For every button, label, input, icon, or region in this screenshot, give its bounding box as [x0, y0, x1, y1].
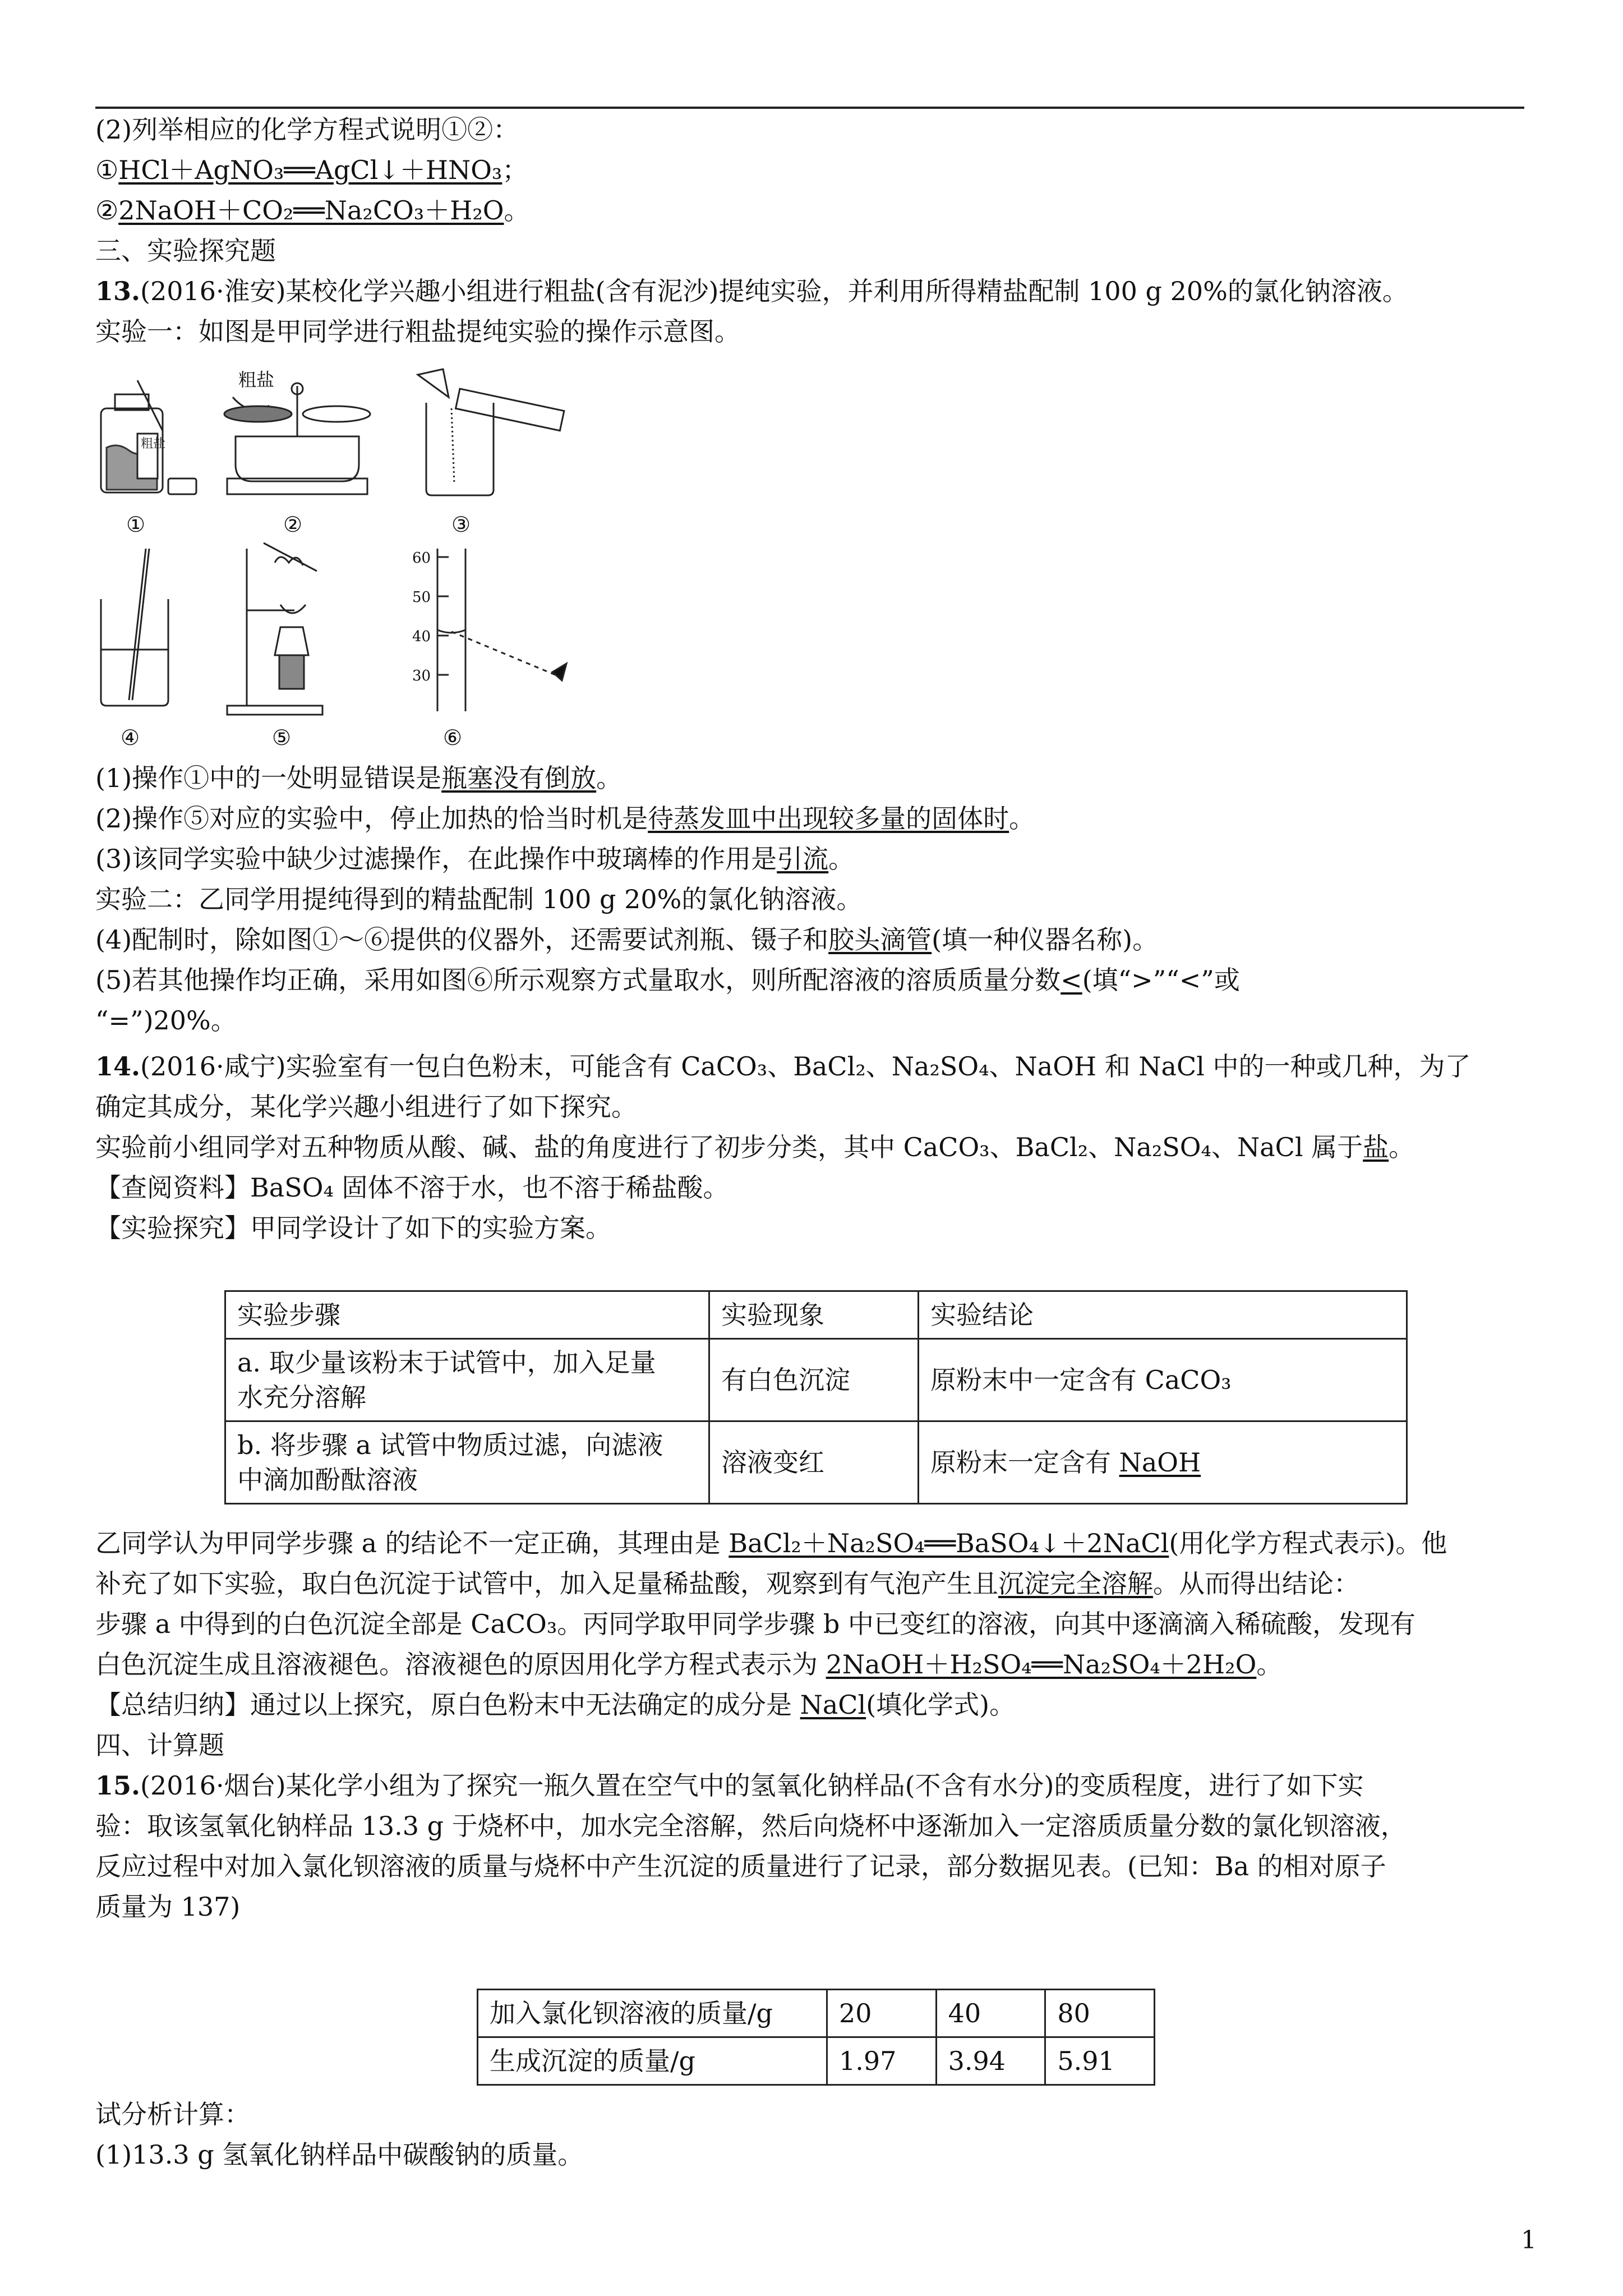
q14-para1-l1 — [95, 1526, 1447, 1561]
q13-p4-end: (填一种仪器名称)。 — [932, 924, 1159, 955]
evaporation-stand-icon — [227, 543, 322, 750]
q13-p4-text: (4)配制时，除如图①～⑥提供的仪器外，还需要试剂瓶、镊子和 — [95, 924, 829, 955]
q13-p2-end: 。 — [1009, 803, 1035, 834]
q13-p4 — [95, 922, 1158, 957]
para1-l4-b: 。 — [1256, 1649, 1283, 1680]
page-number: 1 — [1521, 2226, 1537, 2254]
table-row — [478, 1990, 1155, 2037]
q13-exp2: 实验二：乙同学用提纯得到的精盐配制 100 g 20%的氯化钠溶液。 — [95, 884, 863, 914]
step-b-l2: 中滴加酚酞溶液 — [237, 1465, 418, 1495]
step-a-l1: a. 取少量该粉末于试管中，加入足量 — [237, 1347, 656, 1378]
conclusion-a-text: 原粉末中一定含有 CaCO₃ — [930, 1365, 1232, 1395]
beaker-stirring-icon — [101, 549, 168, 750]
q13-p1-answer: 瓶塞没有倒放 — [441, 763, 597, 793]
q12-part2: (2)列举相应的化学方程式说明①②： — [95, 114, 519, 145]
row2-label: 生成沉淀的质量/g — [478, 2037, 827, 2085]
para1-l2-b: 。从而得出结论： — [1153, 1568, 1359, 1599]
q15-l1 — [95, 1768, 1364, 1803]
conclusion-a — [919, 1339, 1407, 1421]
q15-analyze: 试分析计算： — [95, 2099, 250, 2129]
reagent-jar-icon — [101, 380, 196, 537]
q14-para1-l3: 步骤 a 中得到的白色沉淀全部是 CaCO₃。丙同学取甲同学步骤 b 中已变红的溶液，向其中逐滴滴入稀硫酸，发现有 — [95, 1609, 1415, 1639]
q14-summary — [95, 1687, 1015, 1722]
eq2-answer: 2NaOH＋CO₂══Na₂CO₃＋H₂O — [118, 195, 504, 226]
q15-l2: 验：取该氢氧化钠样品 13.3 g 于烧杯中，加水完全溶解，然后向烧杯中逐渐加入一定溶质质量分数的氯化钡溶液， — [95, 1811, 1407, 1841]
table-row — [478, 2037, 1155, 2085]
q13-p5-answer: < — [1061, 965, 1082, 995]
conclusion-b — [919, 1421, 1407, 1504]
row1-val-2: 40 — [936, 1990, 1045, 2037]
top-rule — [95, 107, 1524, 109]
q13-p1-end: 。 — [596, 763, 623, 793]
q14-number: 14. — [95, 1051, 141, 1082]
summary-answer: NaCl — [800, 1690, 866, 1720]
table-header-row — [225, 1291, 1407, 1339]
section-4-heading: 四、计算题 — [95, 1730, 224, 1760]
para1-l1-b: (用化学方程式表示)。他 — [1169, 1528, 1447, 1558]
q12-eq2-line — [95, 193, 530, 228]
header-step: 实验步骤 — [225, 1291, 709, 1339]
summary-a: 【总结归纳】通过以上探究，原白色粉末中无法确定的成分是 — [95, 1690, 800, 1720]
q13-exp1: 实验一：如图是甲同学进行粗盐提纯实验的操作示意图。 — [95, 316, 740, 347]
q13-p2-text: (2)操作⑤对应的实验中，停止加热的恰当时机是 — [95, 803, 648, 834]
para1-l1-eq: BaCl₂＋Na₂SO₄══BaSO₄↓＋2NaCl — [728, 1528, 1169, 1558]
fig-label-4: ④ — [121, 725, 140, 750]
fig-label-2: ② — [283, 512, 303, 537]
q13-p2 — [95, 801, 1035, 836]
header-phenomenon: 实验现象 — [709, 1291, 919, 1339]
q13-p3-text: (3)该同学实验中缺少过滤操作，在此操作中玻璃棒的作用是 — [95, 844, 777, 874]
q14-explore: 【实验探究】甲同学设计了如下的实验方案。 — [95, 1213, 611, 1243]
row1-val-1: 20 — [827, 1990, 937, 2037]
para1-l1-a: 乙同学认为甲同学步骤 a 的结论不一定正确，其理由是 — [95, 1528, 729, 1558]
q13-p2-answer: 待蒸发皿中出现较多量的固体时 — [648, 803, 1009, 834]
para1-l2-a: 补充了如下实验，取白色沉淀于试管中，加入足量稀盐酸，观察到有气泡产生且 — [95, 1568, 998, 1599]
fig-label-5: ⑤ — [272, 725, 292, 750]
summary-b: (填化学式)。 — [866, 1690, 1016, 1720]
step-a-l2: 水充分溶解 — [237, 1382, 366, 1412]
q14-intro-text: (2016·咸宁)实验室有一包白色粉末，可能含有 CaCO₃、BaCl₂、Na₂SO₄、NaOH 和 NaCl 中的一种或几种，为了 — [140, 1051, 1471, 1082]
tick-50: 50 — [412, 589, 431, 606]
q13-intro-line — [95, 274, 1408, 309]
q15-p1: (1)13.3 g 氢氧化钠样品中碳酸钠的质量。 — [95, 2139, 584, 2170]
row1-label: 加入氯化钡溶液的质量/g — [478, 1990, 827, 2037]
fig-label-6: ⑥ — [443, 725, 463, 750]
q12-eq1-line — [95, 153, 528, 187]
q15-l3: 反应过程中对加入氯化钡溶液的质量与烧杯中产生沉淀的质量进行了记录，部分数据见表。(已知：Ba 的相对原子 — [95, 1851, 1386, 1881]
q14-classify-text: 实验前小组同学对五种物质从酸、碱、盐的角度进行了初步分类，其中 CaCO₃、BaCl₂、Na₂SO₄、NaCl 属于 — [95, 1132, 1363, 1162]
eq1-prefix: ① — [95, 155, 119, 185]
q15-number: 15. — [95, 1770, 141, 1801]
section-3-heading: 三、实验探究题 — [95, 236, 276, 266]
para1-l2-answer: 沉淀完全溶解 — [998, 1568, 1153, 1599]
conclusion-b-answer: NaOH — [1119, 1447, 1201, 1478]
q14-intro-l1 — [95, 1049, 1471, 1084]
para1-l4-eq: 2NaOH＋H₂SO₄══Na₂SO₄＋2H₂O — [826, 1649, 1257, 1680]
eq2-prefix: ② — [95, 195, 119, 226]
row2-val-2: 3.94 — [936, 2037, 1045, 2085]
fig-label-1: ① — [126, 512, 146, 537]
tick-40: 40 — [412, 628, 431, 645]
step-b-l1: b. 将步骤 a 试管中物质过滤，向滤液 — [237, 1430, 663, 1460]
q14-classify-answer: 盐 — [1363, 1132, 1389, 1162]
q14-ref: 【查阅资料】BaSO₄ 固体不溶于水，也不溶于稀盐酸。 — [95, 1172, 729, 1203]
q15-l4: 质量为 137) — [95, 1892, 241, 1922]
q14-classify-end: 。 — [1389, 1132, 1415, 1162]
phenomenon-a: 有白色沉淀 — [709, 1339, 919, 1421]
row1-val-3: 80 — [1045, 1990, 1155, 2037]
step-b — [225, 1421, 709, 1504]
eq1-suffix: ； — [502, 155, 528, 185]
q13-p3 — [95, 841, 854, 876]
q13-p5-end: (填“>”“<”或 — [1082, 965, 1240, 995]
row2-val-3: 5.91 — [1045, 2037, 1155, 2085]
phenomenon-b: 溶液变红 — [709, 1421, 919, 1504]
q15-l1-text: (2016·烟台)某化学小组为了探究一瓶久置在空气中的氢氧化钠样品(不含有水分)的变质程度，进行了如下实 — [140, 1770, 1364, 1801]
para1-l4-a: 白色沉淀生成且溶液褪色。溶液褪色的原因用化学方程式表示为 — [95, 1649, 826, 1680]
q13-p5 — [95, 963, 1240, 997]
q13-p4-answer: 胶头滴管 — [828, 924, 932, 955]
fig-label-3: ③ — [451, 512, 471, 537]
jar-label: 粗盐 — [141, 437, 166, 451]
q14-para1-l4 — [95, 1647, 1282, 1682]
q14-intro-l2: 确定其成分，某化学兴趣小组进行了如下探究。 — [95, 1092, 637, 1122]
row2-val-1: 1.97 — [827, 2037, 937, 2085]
q14-para1-l2 — [95, 1566, 1359, 1601]
beaker-pouring-icon — [418, 369, 564, 537]
balance-label: 粗盐 — [238, 369, 275, 390]
q13-p5-text: (5)若其他操作均正确，采用如图⑥所示观察方式量取水，则所配溶液的溶质质量分数 — [95, 965, 1061, 995]
eq2-suffix: 。 — [504, 195, 530, 226]
graduated-cylinder-icon — [412, 549, 566, 750]
eq1-answer: HCl＋AgNO₃══AgCl↓＋HNO₃ — [118, 155, 502, 185]
table-row — [225, 1339, 1407, 1421]
tick-60: 60 — [412, 550, 431, 567]
step-a — [225, 1339, 709, 1421]
q15-data-table — [477, 1989, 1155, 2086]
q13-p3-end: 。 — [828, 844, 855, 874]
q13-intro: (2016·淮安)某校化学兴趣小组进行粗盐(含有泥沙)提纯实验，并利用所得精盐配制 100 g 20%的氯化钠溶液。 — [140, 276, 1408, 306]
q14-classify — [95, 1130, 1414, 1165]
tick-30: 30 — [412, 668, 431, 684]
q14-experiment-table — [224, 1290, 1408, 1504]
conclusion-b-text: 原粉末一定含有 — [930, 1447, 1119, 1478]
lab-apparatus-figure — [95, 364, 600, 756]
table-row — [225, 1421, 1407, 1504]
q13-p5-line2: “=”)20%。 — [95, 1005, 237, 1036]
q13-number: 13. — [95, 276, 141, 306]
balance-icon — [224, 369, 370, 537]
q13-p1-text: (1)操作①中的一处明显错误是 — [95, 763, 442, 793]
header-conclusion: 实验结论 — [919, 1291, 1407, 1339]
q13-p3-answer: 引流 — [777, 844, 829, 874]
q13-p1 — [95, 761, 622, 795]
